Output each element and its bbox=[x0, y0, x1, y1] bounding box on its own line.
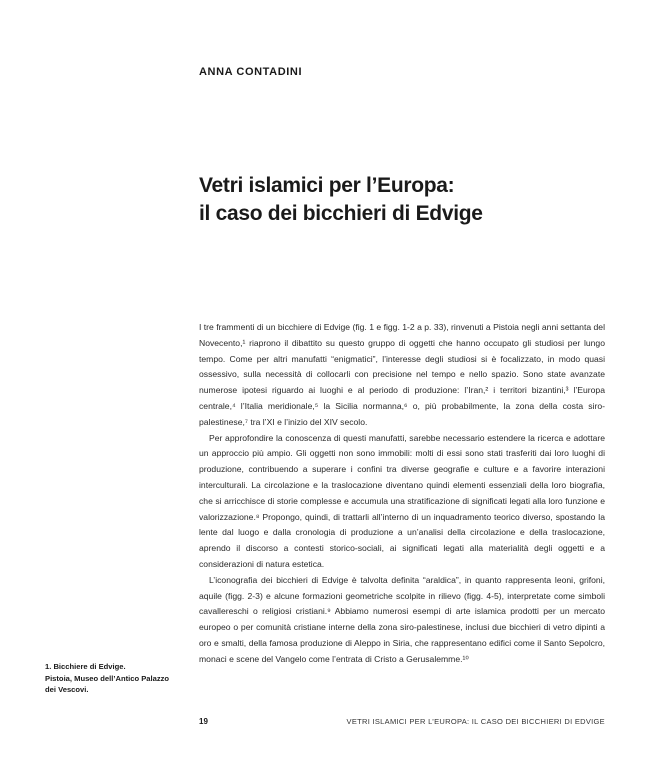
body-paragraph-3: L’iconografia dei bicchieri di Edvige è talvolta definita “araldica”, in quanto rappresenta leoni, grifoni, aquile (figg. 2-3) e alcune formazioni geometriche scolpite in rilievo (figg. 4-5), interpretate come simboli cavallereschi o religiosi cristiani.⁹ Abbiamo numerosi esempi di arte islamica prodotti per un mercato europeo o per comunità cristiane interne della zona siro-palestinese, inclusi due bicchieri di vetro dipinti a oro e smalti, della famosa produzione di Aleppo in Siria, che rappresentano edifici come il Santo Sepolcro, monaci e scene del Vangelo come l’entrata di Cristo a Gerusalemme.¹⁰ bbox=[199, 574, 605, 664]
caption-line-2: Pistoia, Museo dell’Antico Palazzo bbox=[45, 673, 170, 683]
body-paragraph-2: Per approfondire la conoscenza di questi manufatti, sarebbe necessario estendere la ricerca e adottare un approccio più ampio. Gli oggetti non sono immobili: molti di essi sono stati trasferiti dai loro luoghi di produzione, contribuendo a superare i confini tra diverse geografie e culture e a favorire interazioni interculturali. La circolazione e la traslocazione diventano quindi elementi essenziali della loro biografia, che si arricchisce di storie complesse e accumula una stratificazione di significati legati alla loro funzione e valorizzazione.⁸ Propongo, quindi, di trattarli all’interno di un inquadramento teorico diverso, spostando la lente dal luogo e dalla cronologia di produzione a un’analisi della circolazione e della traslocazione, aprendo il discorso a contesti storico-sociali, ai significati legati alla materialità degli oggetti e a considerazioni di natura estetica. bbox=[199, 432, 605, 569]
page-number: 19 bbox=[199, 717, 208, 726]
article-title-line-2: il caso dei bicchieri di Edvige bbox=[199, 202, 483, 225]
caption-line-3: dei Vescovi. bbox=[45, 685, 89, 694]
caption-line-1: 1. Bicchiere di Edvige. bbox=[45, 662, 126, 671]
body-paragraph-1: I tre frammenti di un bicchiere di Edvige (fig. 1 e figg. 1-2 a p. 33), rinvenuti a Pistoia negli anni settanta del Novecento,¹ riaprono il dibattito su questo gruppo di oggetti che hanno occupato gli studiosi per lungo tempo. Come per altri manufatti “enigmatici”, l’interesse degli studiosi si è focalizzato, in modo quasi ossessivo, sulla necessità di collocarli con precisione nel tempo e nello spazio. Sono state avanzate numerose ipotesi riguardo ai luoghi e al periodo di produzione: l’Iran,² i territori bizantini,³ l’Europa centrale,⁴ l’Italia meridionale,⁵ la Sicilia normanna,⁶ o, più probabilmente, la zona della costa siro-palestinese,⁷ tra l’XI e l’inizio del XIV secolo. bbox=[199, 322, 605, 427]
article-body bbox=[199, 320, 605, 668]
article-title bbox=[199, 172, 619, 228]
running-title: VETRI ISLAMICI PER L’EUROPA: IL CASO DEI BICCHIERI DI EDVIGE bbox=[346, 717, 605, 726]
author-name: ANNA CONTADINI bbox=[199, 66, 303, 78]
figure-caption bbox=[45, 661, 185, 696]
article-title-line-1: Vetri islamici per l’Europa: bbox=[199, 174, 455, 197]
